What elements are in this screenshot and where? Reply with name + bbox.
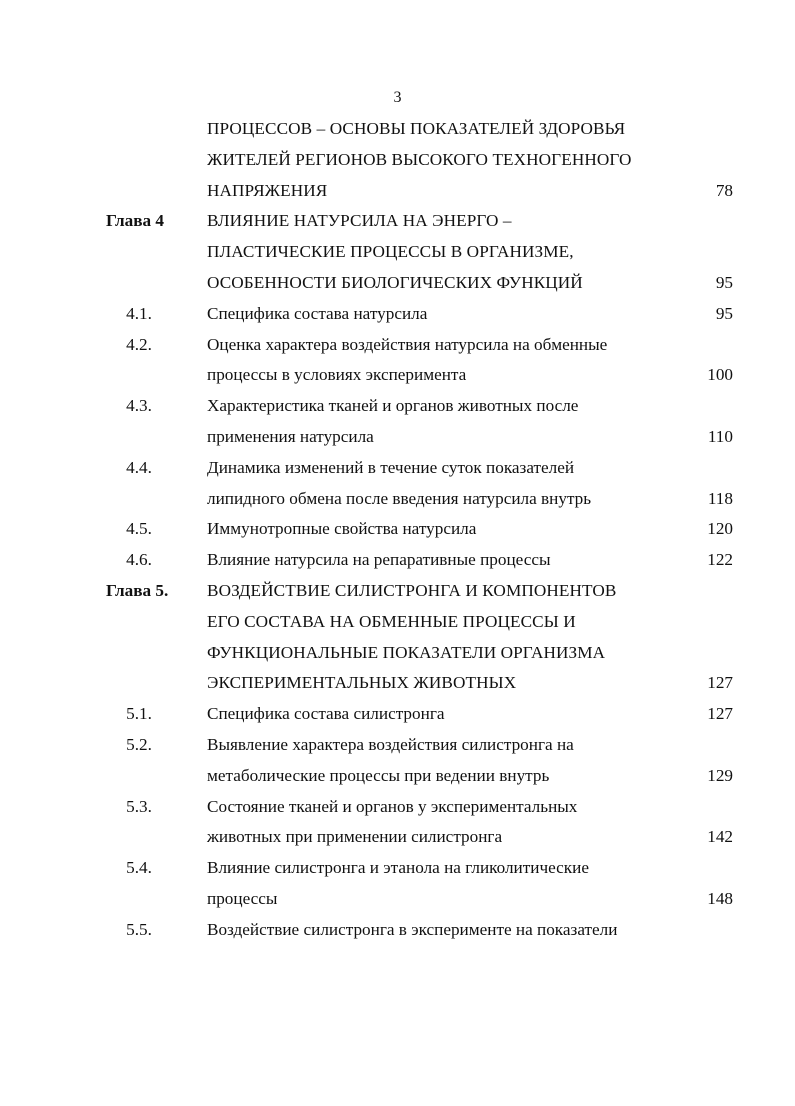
toc-line [0,853,795,884]
toc-entry [0,114,795,206]
toc-line [0,792,795,823]
toc-line [0,884,795,915]
page-ref: 142 [707,827,733,847]
page-ref: 110 [707,426,733,446]
page-ref: 78 [715,180,733,200]
entry-title: Влияние натурсила на репаративные процессы [207,550,551,570]
section-number: 4.4. [126,457,152,477]
toc-entry [0,299,795,330]
toc-line [0,761,795,792]
toc-line [0,514,795,545]
entry-title: Оценка характера воздействия натурсила на обменные [207,334,608,354]
page-ref: 129 [707,765,733,785]
entry-title: ЕГО СОСТАВА НА ОБМЕННЫЕ ПРОЦЕССЫ И [207,611,576,631]
entry-title: НАПРЯЖЕНИЯ [207,180,328,200]
toc-line [0,299,795,330]
toc-line [0,822,795,853]
toc-chapter-entry [0,576,795,699]
section-number: 5.4. [126,858,152,878]
toc-entry [0,545,795,576]
toc-line [0,730,795,761]
entry-title: Состояние тканей и органов у экспериментальных [207,796,578,816]
entry-title: ФУНКЦИОНАЛЬНЫЕ ПОКАЗАТЕЛИ ОРГАНИЗМА [207,642,606,662]
entry-title: ПЛАСТИЧЕСКИЕ ПРОЦЕССЫ В ОРГАНИЗМЕ, [207,242,574,262]
page-ref: 127 [707,704,733,724]
toc-line [0,237,795,268]
toc-line [0,391,795,422]
toc-line [0,360,795,391]
toc-entry [0,330,795,392]
section-number: 5.3. [126,796,152,816]
entry-title: применения натурсила [207,426,374,446]
toc-line [0,668,795,699]
entry-title: ПРОЦЕССОВ – ОСНОВЫ ПОКАЗАТЕЛЕЙ ЗДОРОВЬЯ [207,119,626,138]
entry-title: Иммунотропные свойства натурсила [207,519,477,539]
toc-line [0,607,795,638]
toc-line [0,484,795,515]
entry-title: Характеристика тканей и органов животных после [207,396,579,416]
page-ref: 95 [715,303,733,323]
section-number: 4.1. [126,303,152,323]
page-ref: 95 [715,272,733,292]
toc-entry [0,730,795,792]
toc-line [0,576,795,607]
entry-title: Динамика изменений в течение суток показателей [207,457,575,477]
entry-title: ЭКСПЕРИМЕНТАЛЬНЫХ ЖИВОТНЫХ [207,673,517,693]
page-number: 3 [393,89,402,106]
toc-line [0,176,795,207]
toc-entry [0,453,795,515]
entry-title: Специфика состава натурсила [207,303,428,323]
toc-line [0,545,795,576]
entry-title: ОСОБЕННОСТИ БИОЛОГИЧЕСКИХ ФУНКЦИЙ [207,272,583,292]
toc-line [0,206,795,237]
section-number: 4.5. [126,519,152,539]
toc-entry [0,915,795,946]
section-number: 5.2. [126,734,152,754]
toc-entry [0,699,795,730]
page-ref: 148 [707,888,733,908]
toc-line [0,453,795,484]
entry-title: ВЛИЯНИЕ НАТУРСИЛА НА ЭНЕРГО – [207,211,512,231]
toc-chapter-entry [0,206,795,298]
entry-title: животных при применении силистронга [207,827,503,847]
toc-line [0,699,795,730]
page-ref: 122 [707,550,733,570]
chapter-label: Глава 4 [106,211,164,231]
toc-line [0,915,795,946]
toc-line [0,268,795,299]
table-of-contents [0,114,795,946]
entry-title: ВОЗДЕЙСТВИЕ СИЛИСТРОНГА И КОМПОНЕНТОВ [207,580,617,600]
entry-title: Специфика состава силистронга [207,704,445,724]
toc-line [0,114,795,145]
toc-entry [0,514,795,545]
toc-entry [0,853,795,915]
section-number: 4.3. [126,396,152,416]
toc-line [0,330,795,361]
entry-title: ЖИТЕЛЕЙ РЕГИОНОВ ВЫСОКОГО ТЕХНОГЕННОГО [207,149,632,169]
toc-line [0,422,795,453]
entry-title: метаболические процессы при ведении внутрь [207,765,550,785]
chapter-label: Глава 5. [106,580,169,600]
entry-title: Выявление характера воздействия силистронга на [207,734,574,754]
page-ref: 100 [707,365,733,385]
entry-title: липидного обмена после введения натурсила внутрь [207,488,592,508]
page-ref: 118 [707,488,733,508]
section-number: 5.1. [126,704,152,724]
entry-title: Воздействие силистронга в эксперименте на показатели [207,919,618,939]
toc-entry [0,391,795,453]
entry-title: процессы [207,888,278,908]
entry-title: Влияние силистронга и этанола на гликолитические [207,858,589,878]
toc-entry [0,792,795,854]
page-ref: 127 [707,673,733,693]
section-number: 4.6. [126,550,152,570]
page-ref: 120 [707,519,733,539]
toc-line [0,638,795,669]
entry-title: процессы в условиях эксперимента [207,365,467,385]
toc-line [0,145,795,176]
section-number: 5.5. [126,919,152,939]
section-number: 4.2. [126,334,152,354]
